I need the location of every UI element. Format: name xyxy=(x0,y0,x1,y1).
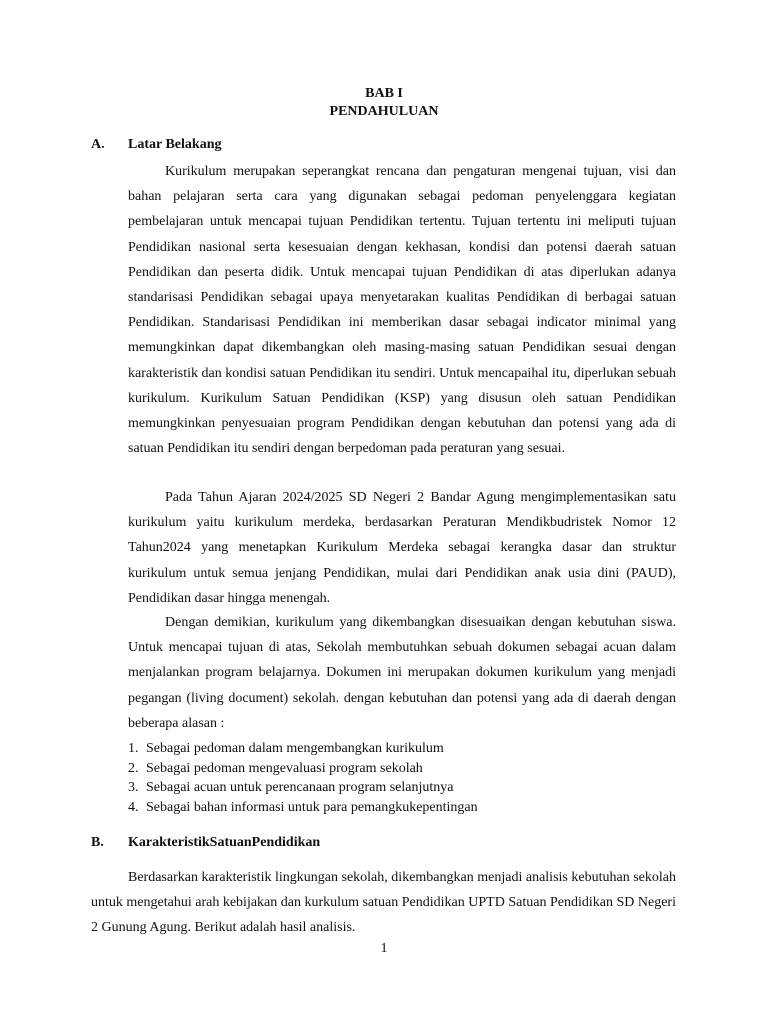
page-number: 1 xyxy=(380,941,388,956)
reasons-list xyxy=(128,739,688,817)
section-b-title: KarakteristikSatuanPendidikan xyxy=(128,835,321,850)
section-a-letter: A. xyxy=(91,137,105,152)
list-item-number: 4. xyxy=(128,799,139,815)
list-item xyxy=(128,739,688,759)
section-a-paragraph-2: Pada Tahun Ajaran 2024/2025 SD Negeri 2 Bandar Agung mengimplementasikan satu kurikulum yaitu kurikulum merdeka, berdasarkan Peraturan Mendikbudristek Nomor 12 Tahun2024 yang menetapkan Kurikulum Merdeka sebagai kerangka dasar dan struktur kurikulum untuk semua jenjang Pendidikan, mulai dari Pendidikan anak usia dini (PAUD), Pendidikan dasar hingga menengah. xyxy=(128,490,676,606)
list-item-text: Sebagai pedoman mengevaluasi program sekolah xyxy=(146,760,423,776)
list-item-number: 1. xyxy=(128,741,139,756)
list-item-number: 3. xyxy=(128,780,139,795)
section-a-paragraph-1: Kurikulum merupakan seperangkat rencana dan pengaturan mengenai tujuan, visi dan bahan pelajaran serta cara yang digunakan sebagai pedoman penyelenggara kegiatan pembelajaran untuk mencapai tujuan Pendidikan tertentu. Tujuan tertentu ini meliputi tujuan Pendidikan nasional serta kesesuaian dengan kekhasan, kondisi dan potensi daerah satuan Pendidikan dan peserta didik. Untuk mencapai tujuan Pendidikan di atas diperlukan adanya standarisasi Pendidikan sebagai upaya menyetarakan kualitas Pendidikan di berbagai satuan Pendidikan. Standarisasi Pendidikan ini memberikan dasar sebagai indicator minimal yang memungkinkan dapat dikembangkan oleh masing-masing satuan Pendidikan sesuai dengan karakteristik dan kondisi satuan Pendidikan itu sendiri. Untuk mencapaihal itu, diperlukan sebuah kurikulum. Kurikulum Satuan Pendidikan (KSP) yang disusun oleh satuan Pendidikan memungkinkan penyesuaian program Pendidikan dengan kebutuhan dan potensi yang ada di satuan Pendidikan itu sendiri dengan berpedoman pada peraturan yang sesuai. xyxy=(128,164,676,457)
section-b-letter: B. xyxy=(91,835,104,850)
list-item xyxy=(128,778,688,798)
list-item-text: Sebagai acuan untuk perencanaan program selanjutnya xyxy=(146,780,454,795)
section-a-title: Latar Belakang xyxy=(128,137,222,152)
list-item-text: Sebagai pedoman dalam mengembangkan kurikulum xyxy=(146,741,444,756)
section-a-paragraph-3: Dengan demikian, kurikulum yang dikembangkan disesuaikan dengan kebutuhan siswa. Untuk mencapai tujuan di atas, Sekolah membutuhkan sebuah dokumen sebagai acuan dalam menjalankan program belajarnya. Dokumen ini merupakan dokumen kurikulum yang menjadi pegangan (living document) sekolah. dengan kebutuhan dan potensi yang ada di daerah dengan beberapa alasan : xyxy=(128,615,676,731)
chapter-title: PENDAHULUAN xyxy=(329,104,439,119)
list-item xyxy=(128,798,688,818)
list-item xyxy=(128,759,688,779)
list-item-text: Sebagai bahan informasi untuk para pemangkukepentingan xyxy=(146,799,478,815)
section-b-paragraph: Berdasarkan karakteristik lingkungan sekolah, dikembangkan menjadi analisis kebutuhan sekolah untuk mengetahui arah kebijakan dan kurkulum satuan Pendidikan UPTD Satuan Pendidikan SD Negeri 2 Gunung Agung. Berikut adalah hasil analisis. xyxy=(91,870,676,936)
chapter-label: BAB I xyxy=(365,86,403,101)
list-item-number: 2. xyxy=(128,760,139,776)
